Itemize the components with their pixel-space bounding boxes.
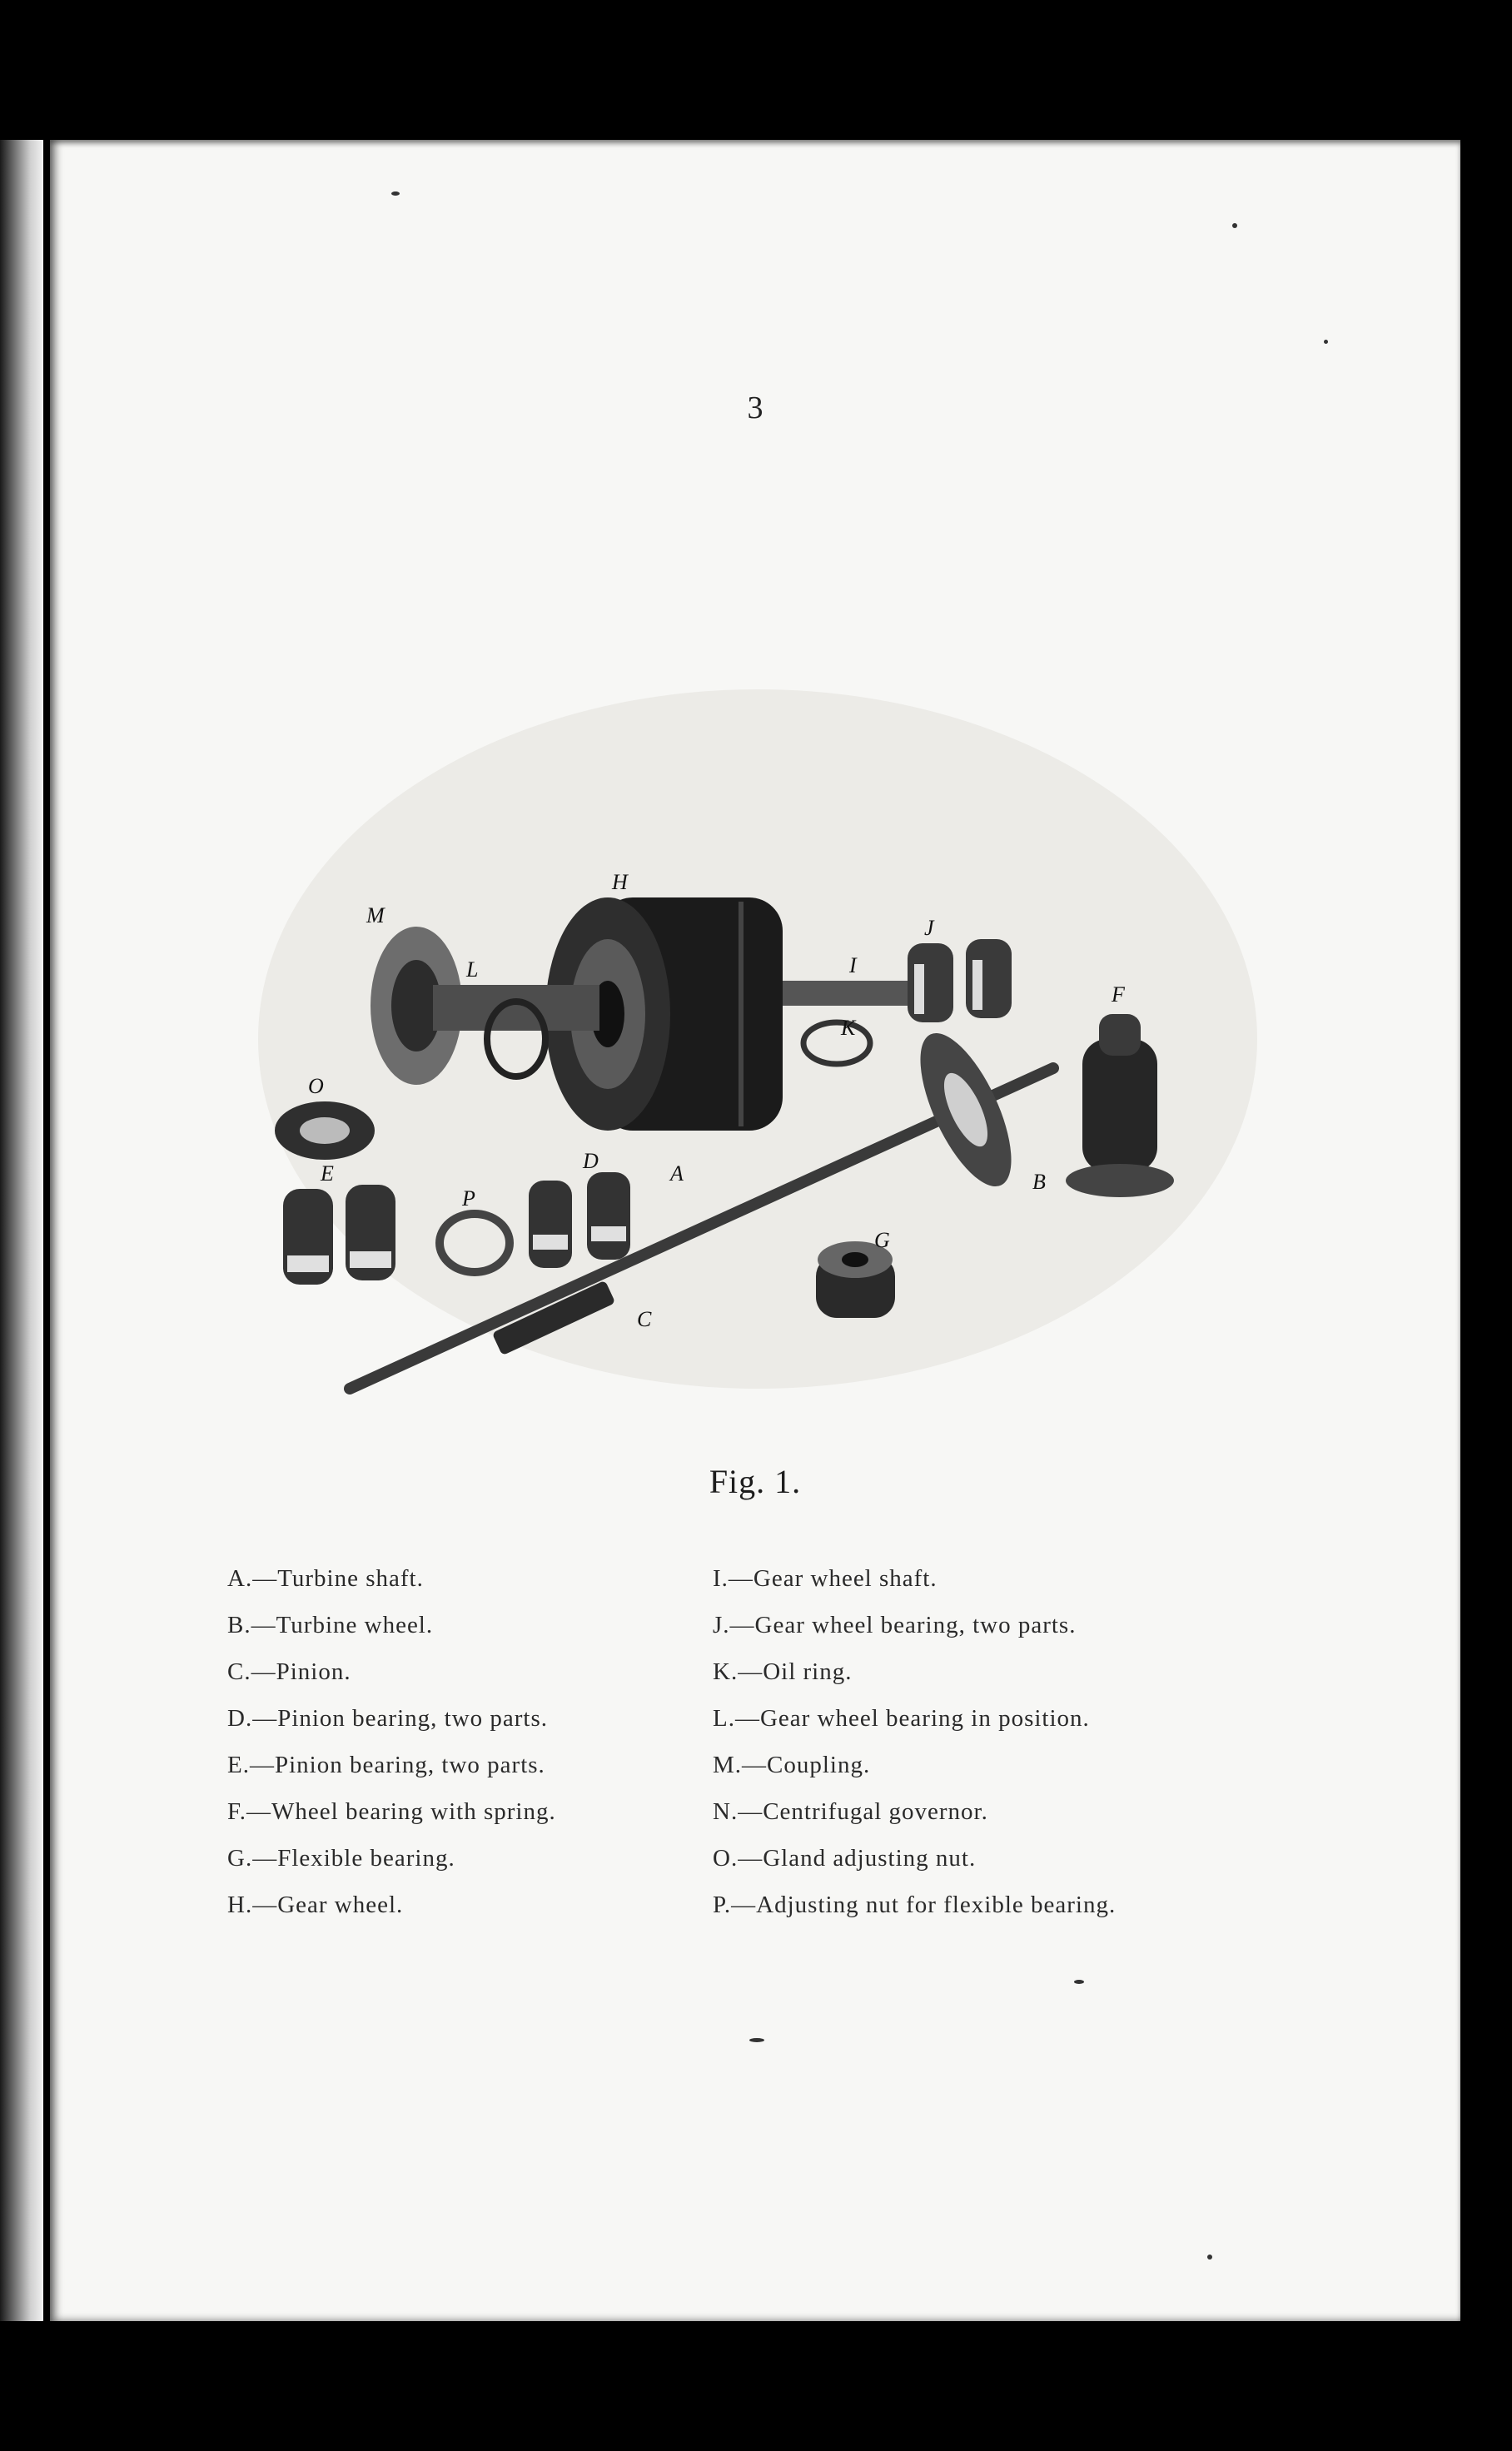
flexible-bearing-g bbox=[816, 1241, 895, 1318]
document-page bbox=[50, 140, 1460, 2321]
figure-callout-d: D bbox=[583, 1149, 599, 1173]
figure-callout-o: O bbox=[308, 1074, 324, 1098]
legend-item-g: G.—Flexible bearing. bbox=[227, 1845, 455, 1872]
scan-speck bbox=[1074, 1980, 1084, 1984]
legend-right-column bbox=[713, 1555, 1116, 1928]
scan-speck bbox=[1232, 223, 1237, 228]
scan-speck bbox=[391, 191, 400, 196]
figure-callout-e: E bbox=[321, 1161, 334, 1186]
legend-item-m: M.—Coupling. bbox=[713, 1752, 871, 1778]
figure-callout-m: M bbox=[366, 903, 385, 927]
figure-callout-j: J bbox=[924, 916, 934, 940]
legend-item-o: O.—Gland adjusting nut. bbox=[713, 1845, 977, 1872]
legend-item-n: N.—Centrifugal governor. bbox=[713, 1798, 988, 1825]
figure-callout-a: A bbox=[670, 1161, 684, 1186]
legend-item-e: E.—Pinion bearing, two parts. bbox=[227, 1752, 545, 1778]
legend-item-c: C.—Pinion. bbox=[227, 1658, 351, 1685]
legend-item-h: H.—Gear wheel. bbox=[227, 1892, 404, 1918]
figure-callout-b: B bbox=[1032, 1170, 1046, 1194]
legend-item-k: K.—Oil ring. bbox=[713, 1658, 853, 1685]
figure-caption: Fig. 1. bbox=[709, 1463, 802, 1500]
legend-item-i: I.—Gear wheel shaft. bbox=[713, 1565, 938, 1592]
legend-item-b: B.—Turbine wheel. bbox=[227, 1612, 434, 1638]
legend-left-column bbox=[227, 1555, 556, 1928]
page-number: 3 bbox=[747, 390, 763, 425]
figure-callout-h: H bbox=[612, 870, 628, 894]
legend-item-p: P.—Adjusting nut for flexible bearing. bbox=[713, 1892, 1117, 1918]
left-page-edge bbox=[0, 140, 43, 2321]
figure-callout-f: F bbox=[1112, 982, 1125, 1007]
legend-item-a: A.—Turbine shaft. bbox=[227, 1565, 424, 1592]
scan-speck bbox=[749, 2038, 764, 2042]
figure-callout-k: K bbox=[841, 1016, 856, 1040]
scan-speck bbox=[1207, 2255, 1212, 2260]
figure-callout-i: I bbox=[849, 953, 857, 977]
legend-item-f: F.—Wheel bearing with spring. bbox=[227, 1798, 556, 1825]
legend-item-j: J.—Gear wheel bearing, two parts. bbox=[713, 1612, 1077, 1638]
legend-item-l: L.—Gear wheel bearing in position. bbox=[713, 1705, 1090, 1732]
scan-speck bbox=[1324, 340, 1328, 344]
figure-callout-g: G bbox=[874, 1228, 890, 1252]
legend-item-d: D.—Pinion bearing, two parts. bbox=[227, 1705, 549, 1732]
figure-callout-c: C bbox=[637, 1307, 652, 1331]
figure-callout-l: L bbox=[466, 957, 479, 982]
figure-callout-p: P bbox=[462, 1186, 475, 1211]
exploded-turbine-illustration bbox=[241, 648, 1274, 1464]
